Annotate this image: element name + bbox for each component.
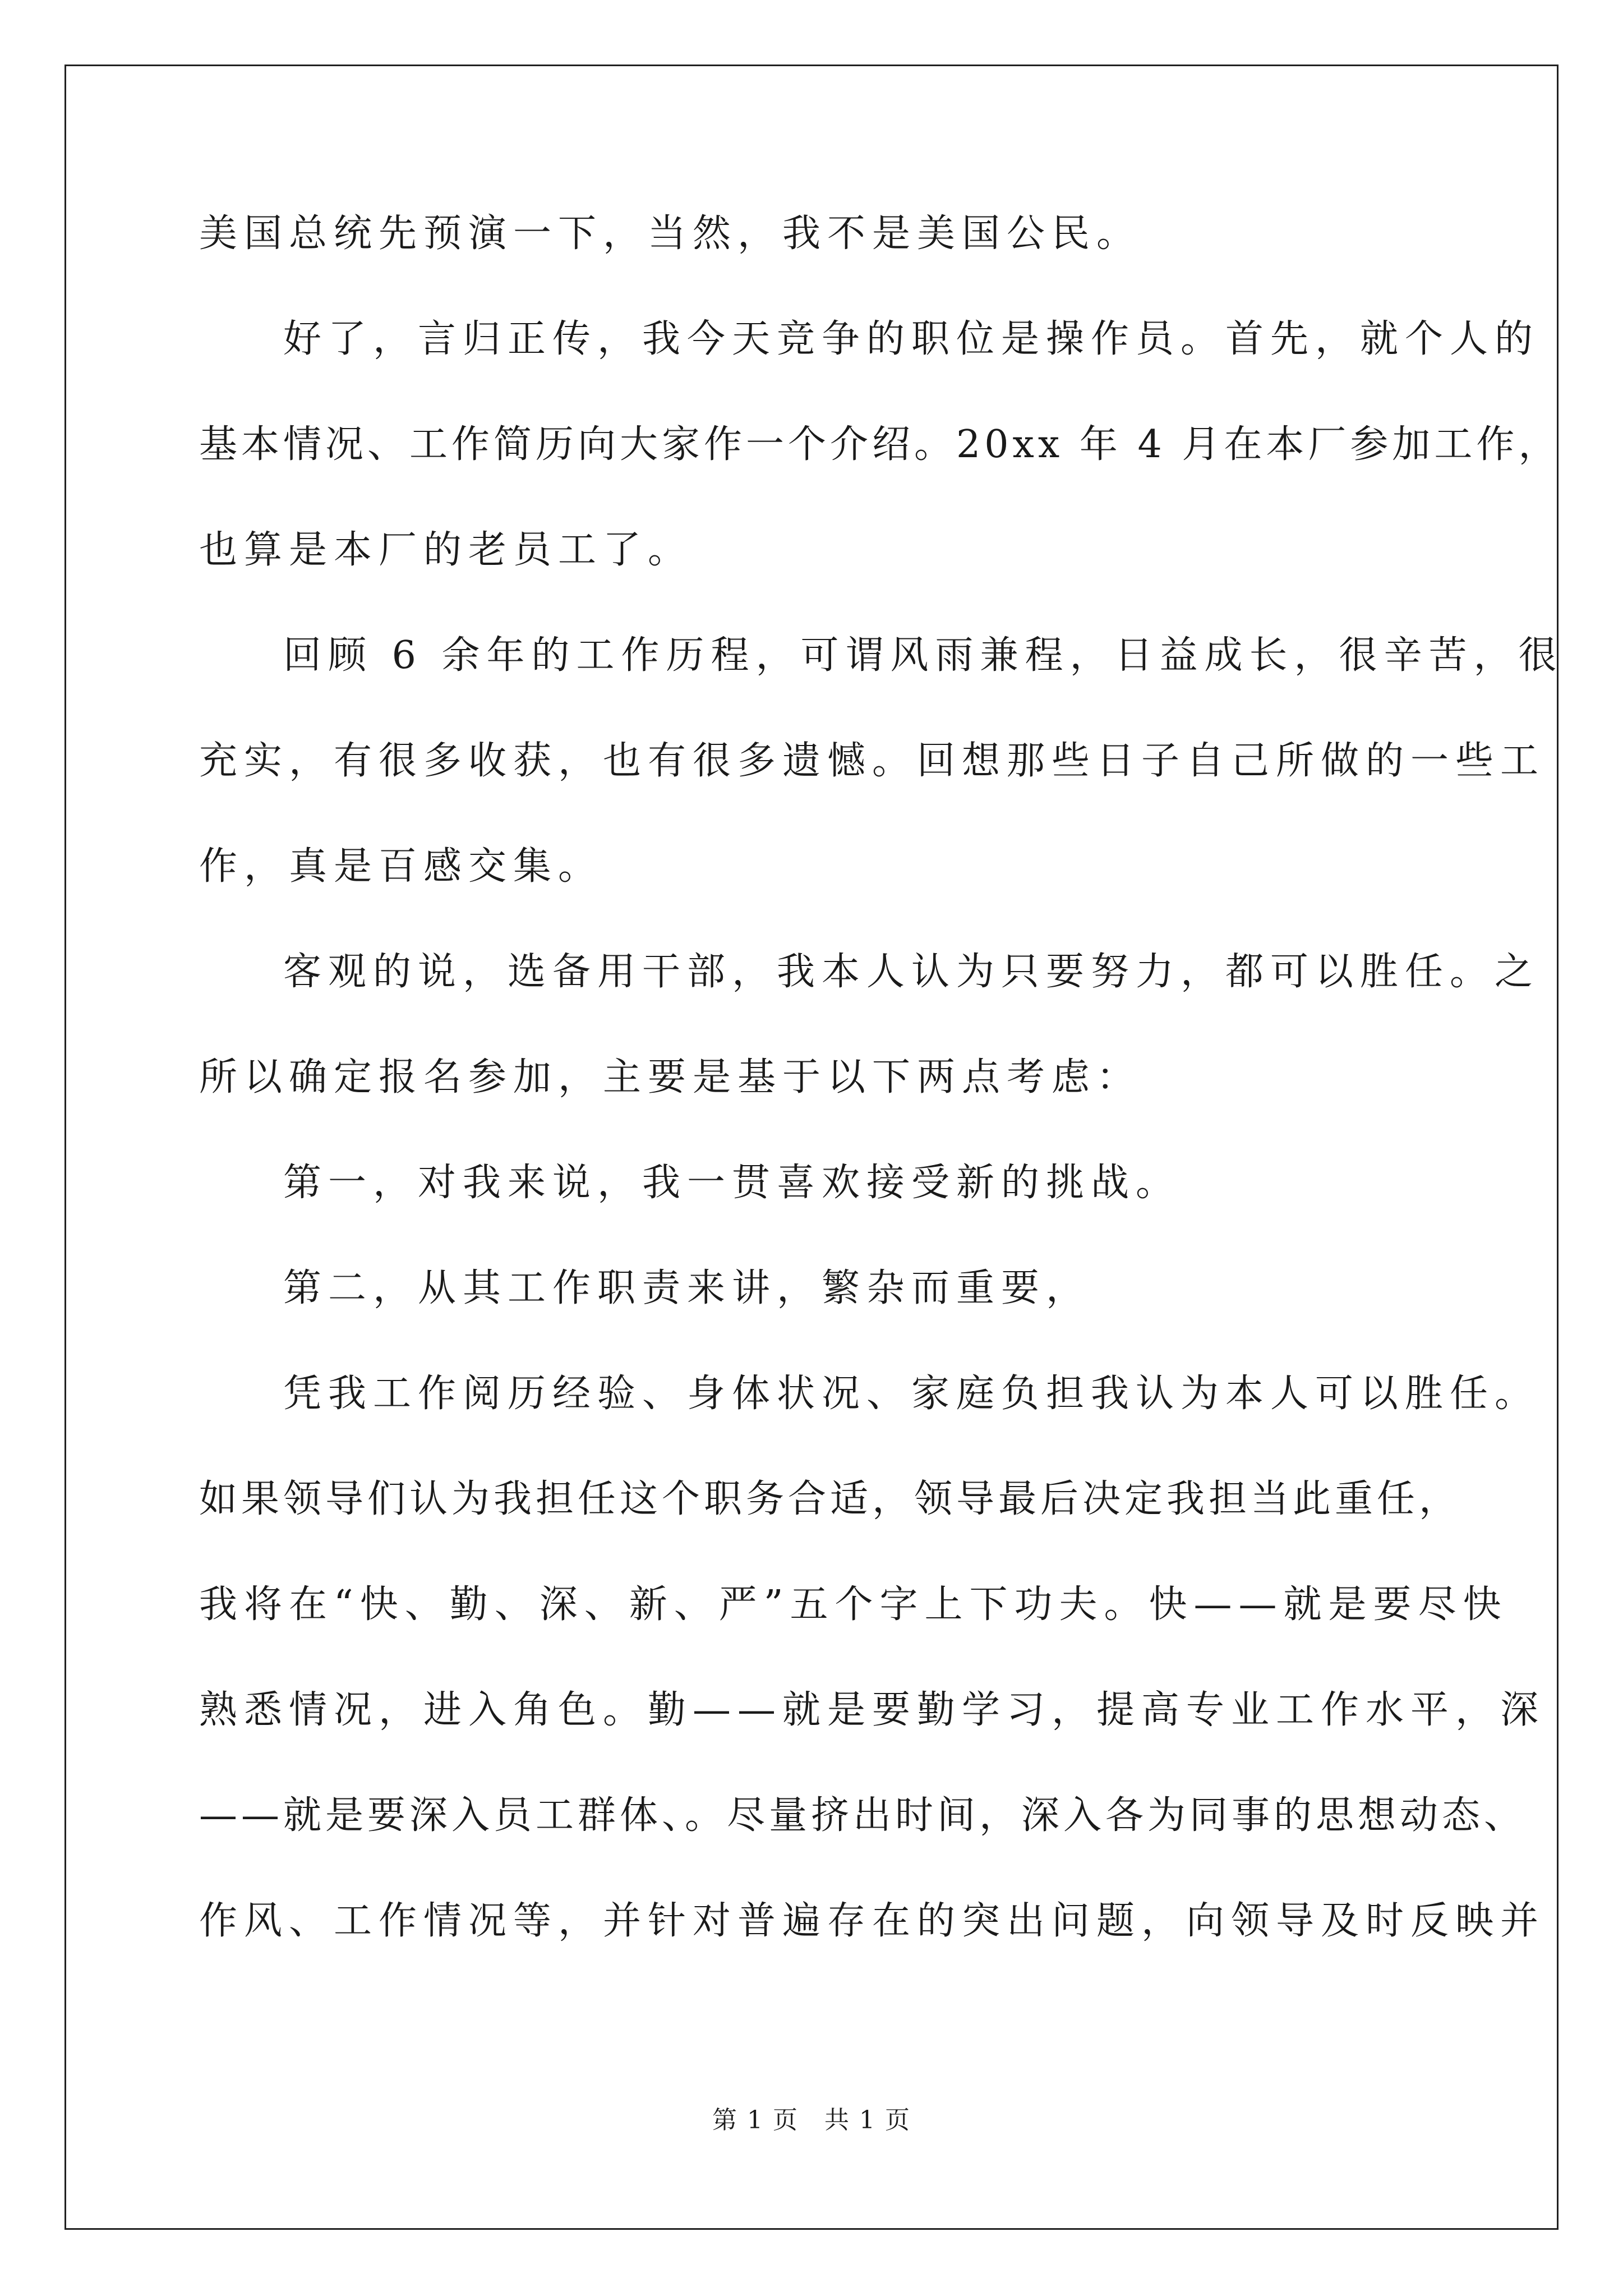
page-number-footer: 第 1 页 共 1 页: [712, 2106, 911, 2134]
text-line: 充实，有很多收获，也有很多遗憾。回想那些日子自己所做的一些工: [199, 739, 1546, 783]
paragraph-gap: [199, 999, 1433, 1051]
paragraph-gap: [199, 366, 1433, 418]
paragraph-gap: [199, 1209, 1433, 1262]
paragraph-gap: [199, 1420, 1433, 1473]
paragraph-gap: [199, 1526, 1433, 1579]
text-line: 熟悉情况，进入角色。勤——就是要勤学习，提高专业工作水平，深: [199, 1688, 1546, 1732]
document-body: [199, 208, 1564, 1948]
paragraph-gap: [199, 1315, 1433, 1368]
paragraph-gap: [199, 1631, 1433, 1684]
text-line: 如果领导们认为我担任这个职务合适，领导最后决定我担当此重任，: [199, 1477, 1461, 1521]
text-line: 作风、工作情况等，并针对普遍存在的突出问题，向领导及时反映并: [199, 1899, 1546, 1943]
paragraph-gap: [199, 788, 1433, 840]
text-line: 凭我工作阅历经验、身体状况、家庭负担我认为本人可以胜任。: [283, 1372, 1540, 1416]
text-line: 所以确定报名参加，主要是基于以下两点考虑：: [199, 1055, 1142, 1099]
paragraph-gap: [199, 682, 1433, 735]
paragraph-gap: [199, 1842, 1433, 1895]
text-line: 第一，对我来说，我一贯喜欢接受新的挑战。: [283, 1161, 1181, 1205]
paragraph-gap: [199, 260, 1433, 313]
text-line: 回顾 6 余年的工作历程，可谓风雨兼程，日益成长，很辛苦，很: [283, 633, 1564, 678]
text-line: 美国总统先预演一下，当然，我不是美国公民。: [199, 211, 1142, 256]
text-line: 第二，从其工作职责来讲，繁杂而重要，: [283, 1266, 1091, 1310]
text-line: 作，真是百感交集。: [199, 844, 603, 889]
text-line: 客观的说，选备用干部，我本人认为只要努力，都可以胜任。之: [283, 950, 1540, 994]
text-line: 也算是本厂的老员工了。: [199, 528, 693, 572]
text-line: 我将在“快、勤、深、新、严”五个字上下功夫。快——就是要尽快: [199, 1582, 1508, 1627]
paragraph-gap: [199, 1104, 1433, 1157]
text-line: ——就是要深入员工群体、。尽量挤出时间，深入各为同事的思想动态、: [199, 1793, 1527, 1838]
paragraph-gap: [199, 1737, 1433, 1789]
paragraph-gap: [199, 893, 1433, 946]
text-line: 好了，言归正传，我今天竞争的职位是操作员。首先，就个人的: [283, 317, 1540, 361]
text-line: 基本情况、工作简历向大家作一个介绍。20xx 年 4 月在本厂参加工作，: [199, 422, 1561, 467]
paragraph-gap: [199, 471, 1433, 524]
paragraph-gap: [199, 577, 1433, 629]
